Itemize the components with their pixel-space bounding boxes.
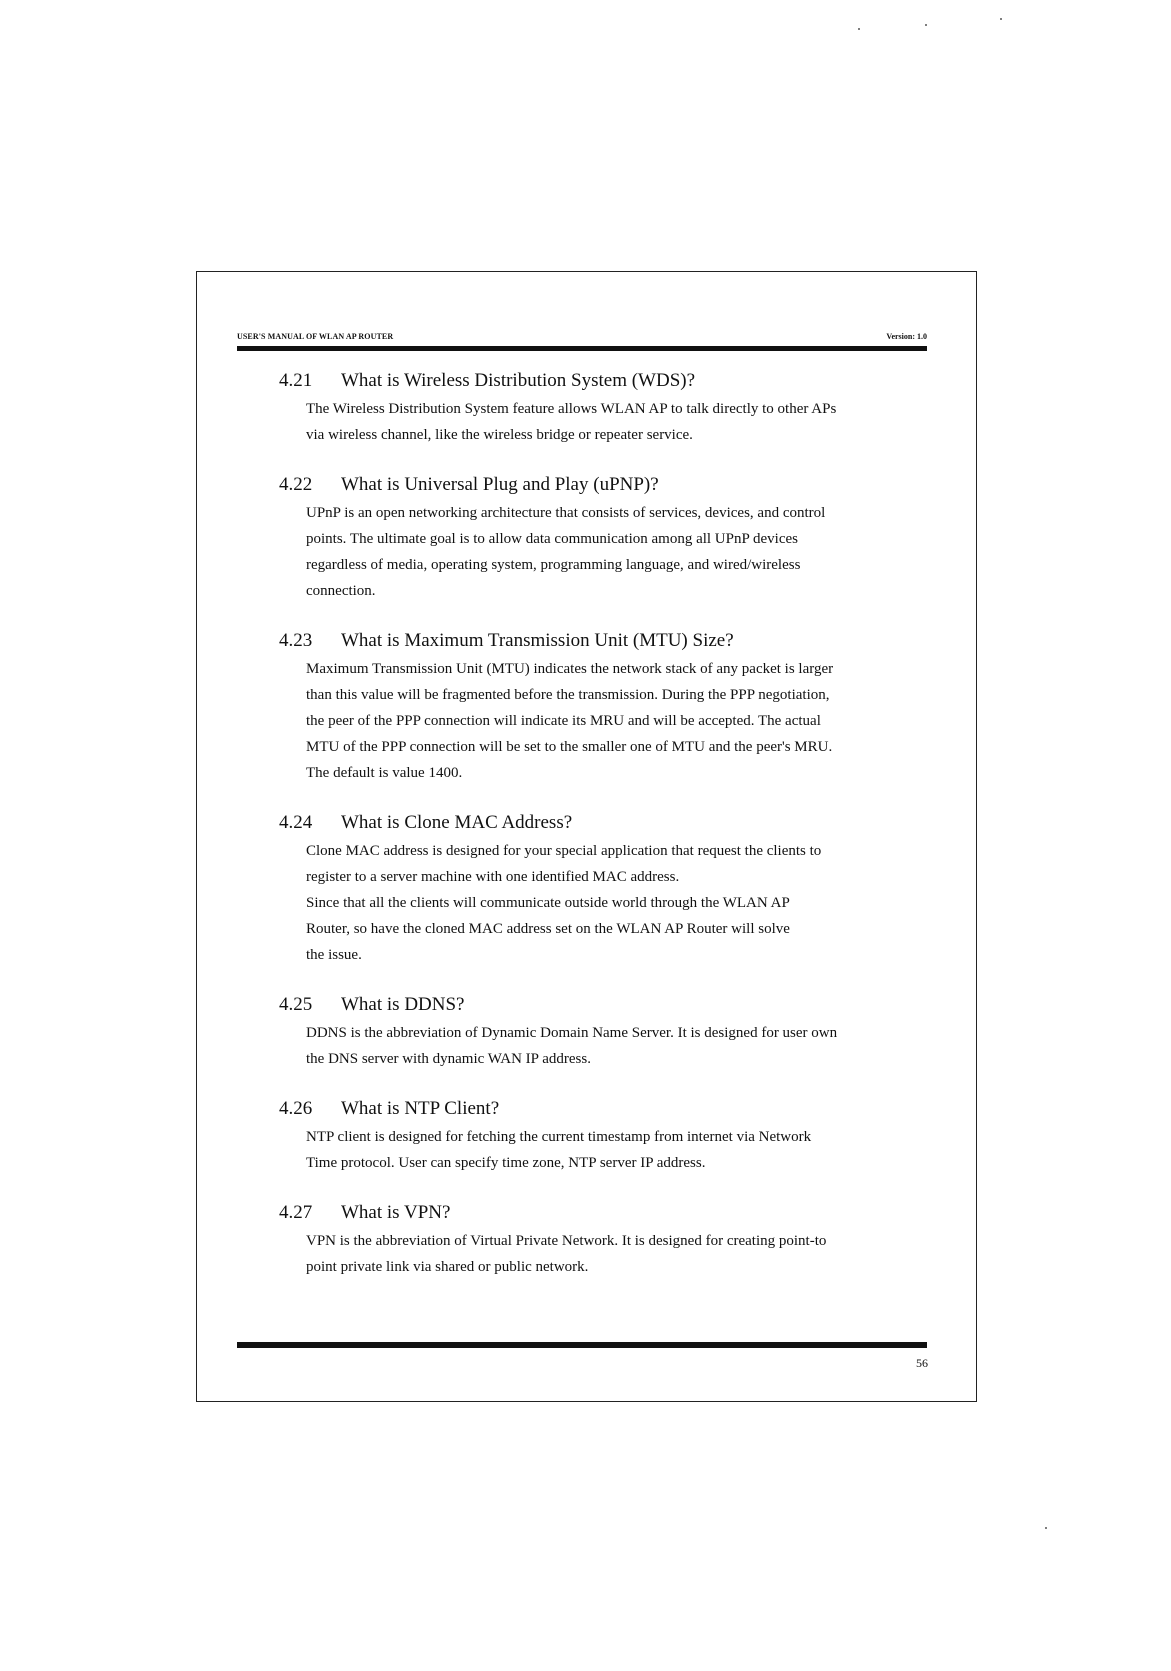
body-line: VPN is the abbreviation of Virtual Private Network. It is designed for creating point-to: [306, 1233, 827, 1249]
section-title: What is NTP Client?: [341, 1098, 500, 1119]
section-4-23: [279, 630, 919, 786]
section-body: [306, 500, 919, 604]
body-line: The default is value 1400.: [306, 765, 463, 781]
body-line: points. The ultimate goal is to allow data communication among all UPnP devices: [306, 531, 798, 547]
section-4-26: [279, 1098, 919, 1176]
page-content: [279, 370, 919, 1306]
body-line: Time protocol. User can specify time zone, NTP server IP address.: [306, 1155, 706, 1171]
body-line: the issue.: [306, 947, 362, 963]
section-title: What is Maximum Transmission Unit (MTU) Size?: [341, 630, 734, 651]
section-body: [306, 838, 919, 968]
section-body: [306, 1124, 919, 1176]
section-title: What is VPN?: [341, 1202, 451, 1223]
section-body: [306, 1228, 919, 1280]
section-heading: [279, 1202, 919, 1224]
body-line: DDNS is the abbreviation of Dynamic Domain Name Server. It is designed for user own: [306, 1025, 838, 1041]
section-heading: [279, 812, 919, 834]
section-4-21: [279, 370, 919, 448]
section-number: 4.21: [279, 370, 313, 391]
section-number: 4.24: [279, 812, 313, 833]
body-line: Maximum Transmission Unit (MTU) indicates the network stack of any packet is larger: [306, 661, 834, 677]
section-heading: [279, 994, 919, 1016]
body-line: connection.: [306, 583, 376, 599]
section-number: 4.25: [279, 994, 313, 1015]
scan-speck: [925, 24, 927, 26]
page-number: 56: [916, 1356, 928, 1370]
section-4-25: [279, 994, 919, 1072]
body-line: point private link via shared or public network.: [306, 1259, 589, 1275]
section-title: What is Universal Plug and Play (uPNP)?: [341, 474, 659, 495]
body-line: The Wireless Distribution System feature allows WLAN AP to talk directly to other APs: [306, 401, 837, 417]
section-number: 4.23: [279, 630, 313, 651]
body-line: NTP client is designed for fetching the current timestamp from internet via Network: [306, 1129, 812, 1145]
section-title: What is DDNS?: [341, 994, 465, 1015]
section-heading: [279, 474, 919, 496]
body-line: UPnP is an open networking architecture that consists of services, devices, and control: [306, 505, 826, 521]
section-4-27: [279, 1202, 919, 1280]
body-line: Router, so have the cloned MAC address set on the WLAN AP Router will solve: [306, 921, 790, 937]
section-heading: [279, 370, 919, 392]
body-line: register to a server machine with one identified MAC address.: [306, 869, 680, 885]
section-heading: [279, 630, 919, 652]
section-number: 4.26: [279, 1098, 313, 1119]
section-4-24: [279, 812, 919, 968]
body-line: than this value will be fragmented before the transmission. During the PPP negotiation,: [306, 687, 830, 703]
scan-speck: [858, 28, 860, 30]
body-line: Clone MAC address is designed for your special application that request the clients to: [306, 843, 822, 859]
section-heading: [279, 1098, 919, 1120]
section-body: [306, 396, 919, 448]
page-frame: [196, 271, 977, 1402]
section-number: 4.22: [279, 474, 313, 495]
body-line: regardless of media, operating system, programming language, and wired/wireless: [306, 557, 801, 573]
scan-speck: [1000, 18, 1002, 20]
footer-rule: [237, 1342, 927, 1348]
body-line: via wireless channel, like the wireless bridge or repeater service.: [306, 427, 693, 443]
body-line: Since that all the clients will communicate outside world through the WLAN AP: [306, 895, 790, 911]
section-number: 4.27: [279, 1202, 313, 1223]
header-rule: [237, 346, 927, 351]
section-body: [306, 656, 919, 786]
section-title: What is Clone MAC Address?: [341, 812, 573, 833]
section-title: What is Wireless Distribution System (WDS)?: [341, 370, 696, 391]
page-header: [237, 332, 927, 344]
body-line: the DNS server with dynamic WAN IP address.: [306, 1051, 591, 1067]
section-4-22: [279, 474, 919, 604]
version-label: Version: 1.0: [886, 332, 927, 341]
section-body: [306, 1020, 919, 1072]
body-line: MTU of the PPP connection will be set to the smaller one of MTU and the peer's MRU.: [306, 739, 833, 755]
scan-speck: [1045, 1527, 1047, 1529]
body-line: the peer of the PPP connection will indicate its MRU and will be accepted. The actual: [306, 713, 821, 729]
manual-title: USER'S MANUAL OF WLAN AP ROUTER: [237, 332, 394, 341]
